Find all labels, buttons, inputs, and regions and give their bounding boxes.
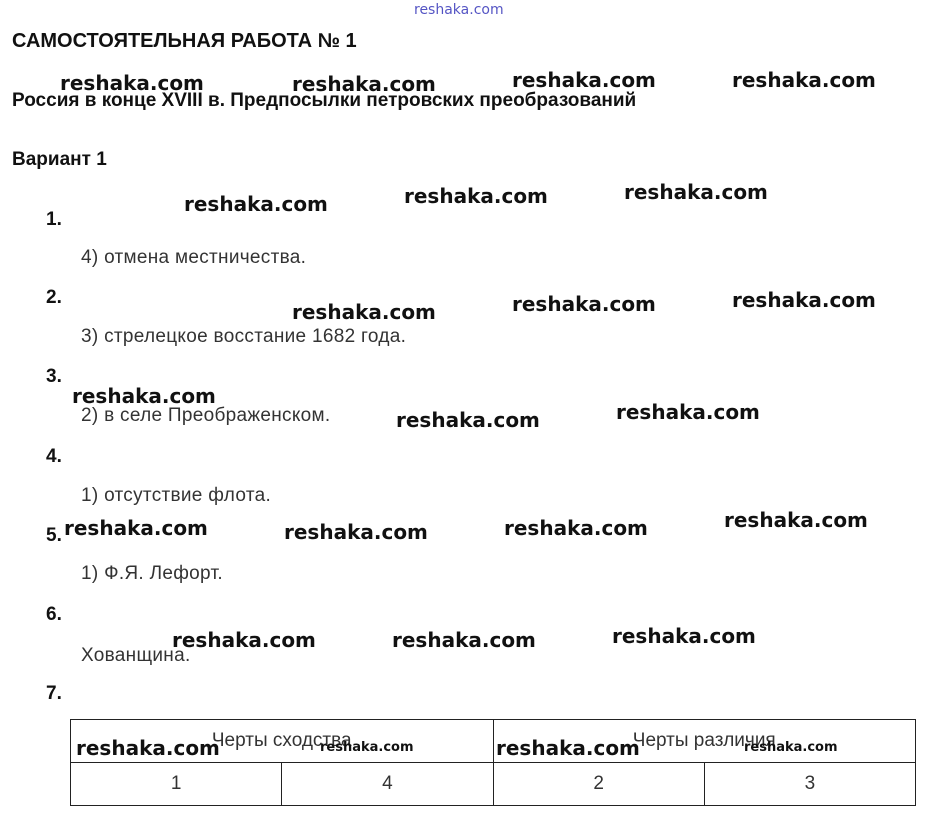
- question-number: 2.: [46, 287, 62, 308]
- watermark: reshaka.com: [396, 408, 540, 432]
- watermark: reshaka.com: [172, 628, 316, 652]
- watermark: reshaka.com: [292, 300, 436, 324]
- page-subtitle: Россия в конце XVIII в. Предпосылки петровских преобразований: [12, 90, 637, 111]
- question-answer: 4) отмена местничества.: [81, 247, 307, 268]
- question-answer: 1) отсутствие флота.: [81, 485, 272, 506]
- watermark: reshaka.com: [76, 736, 220, 760]
- watermark: reshaka.com: [64, 516, 208, 540]
- watermark: reshaka.com: [184, 192, 328, 216]
- question-answer: 3) стрелецкое восстание 1682 года.: [81, 326, 407, 347]
- watermark: reshaka.com: [512, 68, 656, 92]
- table-cell: 3: [704, 763, 915, 806]
- watermark: reshaka.com: [392, 628, 536, 652]
- watermark: reshaka.com: [616, 400, 760, 424]
- question-answer: 1) Ф.Я. Лефорт.: [81, 563, 223, 584]
- watermark: reshaka.com: [60, 71, 204, 95]
- question-answer: 2) в селе Преображенском.: [81, 405, 331, 426]
- watermark: reshaka.com: [512, 292, 656, 316]
- table-row: [71, 763, 916, 806]
- table-header-similarities: Черты сходства: [71, 720, 494, 763]
- table-cell: 4: [282, 763, 493, 806]
- question-number: 4.: [46, 446, 62, 467]
- watermark: reshaka.com: [320, 740, 414, 755]
- question-number: 6.: [46, 604, 62, 625]
- watermark: reshaka.com: [72, 384, 216, 408]
- question-number: 5.: [46, 525, 62, 546]
- watermark: reshaka.com: [504, 516, 648, 540]
- table-header-differences: Черты различия: [493, 720, 916, 763]
- watermark: reshaka.com: [612, 624, 756, 648]
- comparison-table: [70, 719, 916, 806]
- watermark: reshaka.com: [724, 508, 868, 532]
- watermark: reshaka.com: [284, 520, 428, 544]
- question-number: 1.: [46, 209, 62, 230]
- watermark: reshaka.com: [292, 72, 436, 96]
- watermark: reshaka.com: [624, 180, 768, 204]
- watermark: reshaka.com: [732, 288, 876, 312]
- page-title: САМОСТОЯТЕЛЬНАЯ РАБОТА № 1: [12, 30, 357, 52]
- watermark: reshaka.com: [744, 740, 838, 755]
- question-number: 3.: [46, 366, 62, 387]
- watermark: reshaka.com: [404, 184, 548, 208]
- watermark: reshaka.com: [496, 736, 640, 760]
- variant-heading: Вариант 1: [12, 149, 107, 170]
- question-number: 7.: [46, 683, 62, 704]
- watermark-top: reshaka.com: [414, 2, 504, 18]
- table-cell: 2: [493, 763, 704, 806]
- watermark: reshaka.com: [732, 68, 876, 92]
- table-cell: 1: [71, 763, 282, 806]
- question-answer: Хованщина.: [81, 645, 191, 666]
